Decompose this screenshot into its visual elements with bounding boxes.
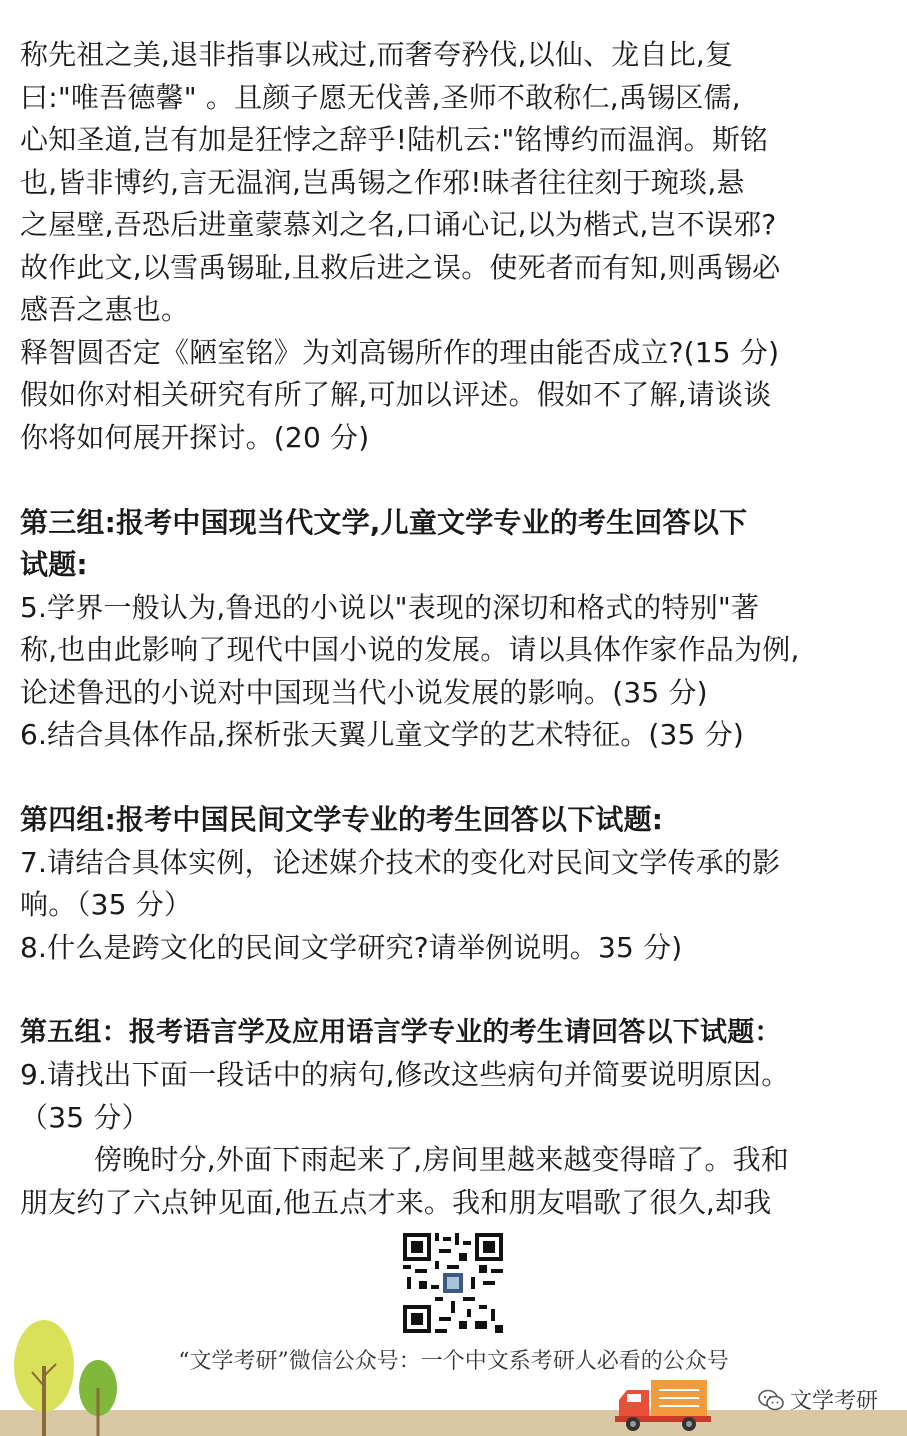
text-line: 也,皆非博约,言无温润,岂禹锡之作邪!昧者往往刻于琬琰,悬 (20, 165, 745, 199)
group4-heading: 第四组:报考中国民间文学专业的考生回答以下试题: (20, 803, 664, 836)
text-line: 故作此文,以雪禹锡耻,且救后进之误。使死者而有知,则禹锡必 (20, 250, 781, 284)
question-5: 5.学界一般认为,鲁迅的小说以"表现的深切和格式的特别"著 (20, 590, 760, 624)
tree-icon (76, 1358, 120, 1436)
qr-code-icon (403, 1233, 503, 1333)
question-6: 6.结合具体作品,探析张天翼儿童文学的艺术特征。(35 分) (20, 718, 744, 751)
question-7: 响。（35 分） (20, 888, 193, 921)
text-line: 称先祖之美,退非指事以戒过,而奢夸矜伐,以仙、龙自比,复 (20, 38, 734, 71)
group3-heading: 第三组:报考中国现当代文学,儿童文学专业的考生回答以下 (20, 505, 748, 539)
passage-line: 傍晚时分,外面下雨起来了,房间里越来越变得暗了。我和 (94, 1143, 790, 1176)
question-text: 释智圆否定《陋室铭》为刘高锡所作的理由能否成立?(15 分) (20, 335, 780, 369)
question-8: 8.什么是跨文化的民间文学研究?请举例说明。35 分) (20, 930, 683, 964)
question-text: 假如你对相关研究有所了解,可加以评述。假如不了解,请谈谈 (20, 378, 772, 411)
text-line: 感吾之惠也。 (20, 293, 190, 326)
question-5: 称,也由此影响了现代中国小说的发展。请以具体作家作品为例, (20, 633, 800, 666)
group5-heading: 第五组：报考语言学及应用语言学专业的考生请回答以下试题： (20, 1016, 782, 1048)
question-9: 9.请找出下面一段话中的病句,修改这些病句并简要说明原因。 (20, 1058, 790, 1091)
question-text: 你将如何展开探讨。(20 分) (20, 420, 370, 454)
question-5: 论述鲁迅的小说对中国现当代小说发展的影响。(35 分) (20, 675, 708, 709)
question-9: （35 分） (20, 1100, 150, 1134)
tree-icon (10, 1316, 78, 1436)
footer-caption: “文学考研”微信公众号：一个中文系考研人必看的公众号 (178, 1349, 729, 1374)
group3-heading: 试题: (20, 548, 88, 581)
question-7: 7.请结合具体实例，论述媒介技术的变化对民间文学传承的影 (20, 845, 781, 879)
passage-line: 朋友约了六点钟见面,他五点才来。我和朋友唱歌了很久,却我 (20, 1185, 772, 1219)
truck-icon (615, 1378, 715, 1432)
text-line: 曰:"唯吾德馨" 。且颜子愿无伐善,圣师不敢称仁,禹锡区儒, (20, 80, 741, 114)
text-line: 之屋壁,吾恐后进童蒙慕刘之名,口诵心记,以为楷式,岂不误邪? (20, 208, 777, 241)
wechat-brand (758, 1384, 878, 1415)
wechat-icon (758, 1389, 784, 1411)
text-line: 心知圣道,岂有加是狂悖之辞乎!陆机云:"铭博约而温润。斯铭 (20, 123, 769, 156)
document-body (20, 34, 892, 1224)
brand-name: 文学考研 (790, 1389, 879, 1414)
